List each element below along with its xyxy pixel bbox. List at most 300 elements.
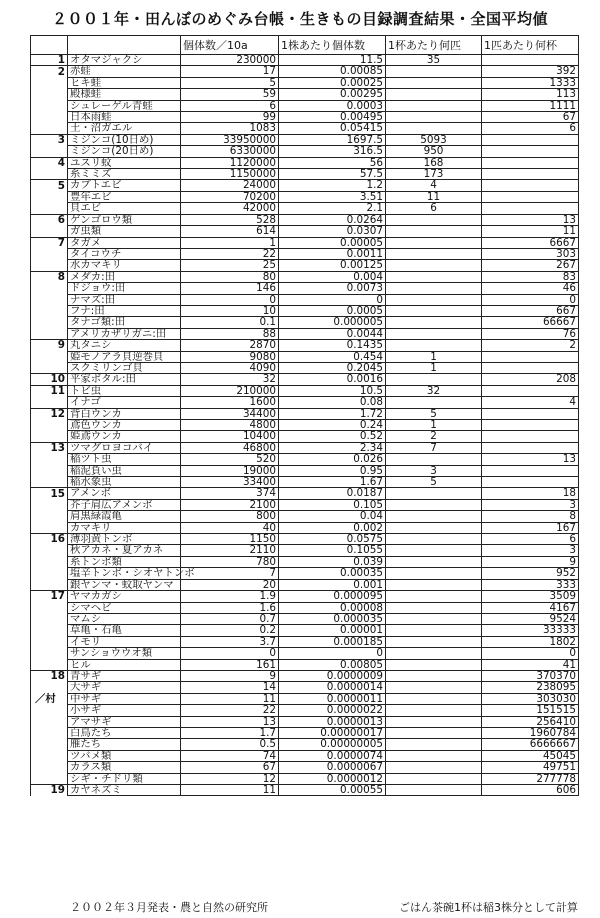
count-per-stock: 0.04 bbox=[279, 511, 386, 522]
count-per-bowl bbox=[386, 762, 482, 773]
table-row bbox=[31, 511, 579, 522]
count-per-bowl bbox=[386, 499, 482, 510]
species-name: 薄羽黄トンボ bbox=[68, 534, 181, 545]
count-per-stock: 0.0000013 bbox=[279, 716, 386, 727]
count-per-10a: 11 bbox=[181, 693, 279, 704]
group-number: 12 bbox=[31, 408, 68, 419]
count-per-bowl bbox=[386, 693, 482, 704]
species-name: ガ虫類 bbox=[68, 226, 181, 237]
table-row bbox=[31, 191, 579, 202]
group-number: 18 bbox=[31, 670, 68, 681]
table-body bbox=[31, 55, 579, 796]
group-number bbox=[31, 77, 68, 88]
table-row bbox=[31, 659, 579, 670]
count-per-bowl bbox=[386, 785, 482, 796]
table-row bbox=[31, 648, 579, 659]
count-per-10a: 40 bbox=[181, 522, 279, 533]
count-per-bowl: 32 bbox=[386, 385, 482, 396]
table-row bbox=[31, 203, 579, 214]
count-per-stock: 0.00055 bbox=[279, 785, 386, 796]
count-per-stock: 0.0000067 bbox=[279, 762, 386, 773]
bowls-per-creature bbox=[482, 431, 579, 442]
count-per-10a: 614 bbox=[181, 226, 279, 237]
bowls-per-creature: 3 bbox=[482, 545, 579, 556]
species-name: 青サギ bbox=[68, 670, 181, 681]
count-per-10a: 230000 bbox=[181, 55, 279, 66]
count-per-bowl bbox=[386, 636, 482, 647]
species-name: 土・沼ガエル bbox=[68, 123, 181, 134]
group-number bbox=[31, 203, 68, 214]
species-name: ヤマカガシ bbox=[68, 591, 181, 602]
species-name: 芥子肩広アメンボ bbox=[68, 499, 181, 510]
group-number bbox=[31, 602, 68, 613]
count-per-stock: 0.004 bbox=[279, 271, 386, 282]
species-name: 小サギ bbox=[68, 705, 181, 716]
calculation-note: ごはん茶碗1杯は稲3株分として計算 bbox=[399, 901, 578, 914]
count-per-10a: 2100 bbox=[181, 499, 279, 510]
species-name: 殿様蛙 bbox=[68, 89, 181, 100]
count-per-10a: 4800 bbox=[181, 420, 279, 431]
group-number bbox=[31, 511, 68, 522]
count-per-bowl bbox=[386, 328, 482, 339]
bowls-per-creature: 6666667 bbox=[482, 739, 579, 750]
count-per-bowl bbox=[386, 773, 482, 784]
count-per-10a: 0.1 bbox=[181, 317, 279, 328]
table-row bbox=[31, 328, 579, 339]
count-per-bowl bbox=[386, 374, 482, 385]
group-number: 15 bbox=[31, 488, 68, 499]
count-per-10a: 11 bbox=[181, 785, 279, 796]
count-per-10a: 6 bbox=[181, 100, 279, 111]
group-number bbox=[31, 397, 68, 408]
count-per-10a: 1083 bbox=[181, 123, 279, 134]
count-per-10a: 59 bbox=[181, 89, 279, 100]
count-per-bowl bbox=[386, 591, 482, 602]
group-number bbox=[31, 191, 68, 202]
species-name: 銀ヤンマ・蚊取ヤンマ bbox=[68, 579, 181, 590]
count-per-10a: 46800 bbox=[181, 442, 279, 453]
count-per-10a: 1.9 bbox=[181, 591, 279, 602]
group-number bbox=[31, 294, 68, 305]
table-row bbox=[31, 670, 579, 681]
count-per-bowl bbox=[386, 77, 482, 88]
count-per-stock: 0.000095 bbox=[279, 591, 386, 602]
bowls-per-creature: 1111 bbox=[482, 100, 579, 111]
bowls-per-creature bbox=[482, 146, 579, 157]
species-name: ヒキ蛙 bbox=[68, 77, 181, 88]
count-per-bowl: 173 bbox=[386, 169, 482, 180]
count-per-stock: 0.0264 bbox=[279, 214, 386, 225]
count-per-bowl bbox=[386, 100, 482, 111]
table-row bbox=[31, 134, 579, 145]
table-row bbox=[31, 397, 579, 408]
count-per-stock: 0.0044 bbox=[279, 328, 386, 339]
species-name: オタマジャクシ bbox=[68, 55, 181, 66]
count-per-stock: 0.00125 bbox=[279, 260, 386, 271]
count-per-stock: 0.95 bbox=[279, 465, 386, 476]
count-per-bowl bbox=[386, 66, 482, 77]
bowls-per-creature: 41 bbox=[482, 659, 579, 670]
count-per-10a: 22 bbox=[181, 248, 279, 259]
table-row bbox=[31, 750, 579, 761]
count-per-10a: 6330000 bbox=[181, 146, 279, 157]
species-name: シマヘビ bbox=[68, 602, 181, 613]
count-per-stock: 0.00495 bbox=[279, 112, 386, 123]
count-per-10a: 2870 bbox=[181, 340, 279, 351]
count-per-stock: 1.72 bbox=[279, 408, 386, 419]
count-per-10a: 12 bbox=[181, 773, 279, 784]
group-number bbox=[31, 420, 68, 431]
bowls-per-creature: 952 bbox=[482, 568, 579, 579]
species-name: 秋アカネ・夏アカネ bbox=[68, 545, 181, 556]
count-per-bowl: 2 bbox=[386, 431, 482, 442]
bowls-per-creature: 238095 bbox=[482, 682, 579, 693]
publication-note: ２００２年３月発表・農と自然の研究所 bbox=[70, 901, 268, 914]
count-per-stock: 0.1055 bbox=[279, 545, 386, 556]
group-number bbox=[31, 305, 68, 316]
group-number bbox=[31, 146, 68, 157]
bowls-per-creature: 4 bbox=[482, 397, 579, 408]
count-per-stock: 0.0575 bbox=[279, 534, 386, 545]
count-per-bowl bbox=[386, 727, 482, 738]
bowls-per-creature: 2 bbox=[482, 340, 579, 351]
species-name: 糸ミミズ bbox=[68, 169, 181, 180]
group-number bbox=[31, 636, 68, 647]
species-name: タガメ bbox=[68, 237, 181, 248]
table-row bbox=[31, 602, 579, 613]
count-per-10a: 99 bbox=[181, 112, 279, 123]
table-row bbox=[31, 591, 579, 602]
table-row bbox=[31, 716, 579, 727]
count-per-stock: 1697.5 bbox=[279, 134, 386, 145]
count-per-10a: 3.7 bbox=[181, 636, 279, 647]
table-row bbox=[31, 431, 579, 442]
bowls-per-creature: 46 bbox=[482, 283, 579, 294]
bowls-per-creature bbox=[482, 134, 579, 145]
species-name: 貝エビ bbox=[68, 203, 181, 214]
count-per-stock: 0.0011 bbox=[279, 248, 386, 259]
species-name: フナ:田 bbox=[68, 305, 181, 316]
per-village-note: ／村 bbox=[35, 692, 56, 705]
count-per-10a: 4090 bbox=[181, 362, 279, 373]
count-per-10a: 0.7 bbox=[181, 613, 279, 624]
bowls-per-creature: 11 bbox=[482, 226, 579, 237]
table-row bbox=[31, 727, 579, 738]
species-name: アメリカザリガニ:田 bbox=[68, 328, 181, 339]
count-per-bowl bbox=[386, 670, 482, 681]
bowls-per-creature: 667 bbox=[482, 305, 579, 316]
count-per-stock: 0.0307 bbox=[279, 226, 386, 237]
count-per-bowl: 35 bbox=[386, 55, 482, 66]
table-row bbox=[31, 77, 579, 88]
table-row bbox=[31, 317, 579, 328]
table-row bbox=[31, 374, 579, 385]
table-row bbox=[31, 283, 579, 294]
count-per-bowl bbox=[386, 260, 482, 271]
bowls-per-creature bbox=[482, 351, 579, 362]
count-per-stock: 0.0000014 bbox=[279, 682, 386, 693]
count-per-stock: 0.0003 bbox=[279, 100, 386, 111]
group-number bbox=[31, 579, 68, 590]
bowls-per-creature: 151515 bbox=[482, 705, 579, 716]
species-name: ミジンコ(10日め) bbox=[68, 134, 181, 145]
group-number bbox=[31, 773, 68, 784]
table-row bbox=[31, 579, 579, 590]
species-name: マムシ bbox=[68, 613, 181, 624]
group-number: 19 bbox=[31, 785, 68, 796]
count-per-stock: 0.00008 bbox=[279, 602, 386, 613]
count-per-bowl: 168 bbox=[386, 157, 482, 168]
species-name: 鳶色ウンカ bbox=[68, 420, 181, 431]
table-row bbox=[31, 693, 579, 704]
bowls-per-creature: 370370 bbox=[482, 670, 579, 681]
species-name: カマキリ bbox=[68, 522, 181, 533]
count-per-10a: 14 bbox=[181, 682, 279, 693]
bowls-per-creature: 1802 bbox=[482, 636, 579, 647]
group-number: 3 bbox=[31, 134, 68, 145]
group-number bbox=[31, 477, 68, 488]
species-name: スクミリンゴ貝 bbox=[68, 362, 181, 373]
count-per-10a: 528 bbox=[181, 214, 279, 225]
count-per-10a: 22 bbox=[181, 705, 279, 716]
bowls-per-creature: 267 bbox=[482, 260, 579, 271]
group-number bbox=[31, 465, 68, 476]
group-number bbox=[31, 351, 68, 362]
bowls-per-creature: 392 bbox=[482, 66, 579, 77]
header-count-per-10a: 個体数／10a bbox=[181, 36, 279, 55]
count-per-stock: 0.00000017 bbox=[279, 727, 386, 738]
bowls-per-creature: 13 bbox=[482, 454, 579, 465]
bowls-per-creature bbox=[482, 169, 579, 180]
count-per-bowl bbox=[386, 294, 482, 305]
count-per-10a: 33950000 bbox=[181, 134, 279, 145]
count-per-10a: 70200 bbox=[181, 191, 279, 202]
group-number bbox=[31, 716, 68, 727]
count-per-bowl bbox=[386, 534, 482, 545]
table-row bbox=[31, 522, 579, 533]
count-per-stock: 0.1435 bbox=[279, 340, 386, 351]
group-number bbox=[31, 613, 68, 624]
bowls-per-creature: 1960784 bbox=[482, 727, 579, 738]
table-row bbox=[31, 442, 579, 453]
count-per-bowl: 3 bbox=[386, 465, 482, 476]
species-name: 中サギ bbox=[68, 693, 181, 704]
table-row bbox=[31, 237, 579, 248]
count-per-10a: 1.6 bbox=[181, 602, 279, 613]
species-name: ツマグロヨコバイ bbox=[68, 442, 181, 453]
species-name: トビ虫 bbox=[68, 385, 181, 396]
count-per-bowl bbox=[386, 237, 482, 248]
bowls-per-creature: 66667 bbox=[482, 317, 579, 328]
table-row bbox=[31, 785, 579, 796]
table-row bbox=[31, 408, 579, 419]
bowls-per-creature: 18 bbox=[482, 488, 579, 499]
count-per-bowl: 7 bbox=[386, 442, 482, 453]
group-number bbox=[31, 169, 68, 180]
table-row bbox=[31, 294, 579, 305]
bowls-per-creature bbox=[482, 442, 579, 453]
bowls-per-creature: 76 bbox=[482, 328, 579, 339]
table-row bbox=[31, 169, 579, 180]
table-row bbox=[31, 545, 579, 556]
count-per-bowl bbox=[386, 613, 482, 624]
species-name: ゲンゴロウ類 bbox=[68, 214, 181, 225]
count-per-stock: 0.002 bbox=[279, 522, 386, 533]
group-number bbox=[31, 682, 68, 693]
group-number bbox=[31, 226, 68, 237]
count-per-bowl bbox=[386, 568, 482, 579]
table-row bbox=[31, 488, 579, 499]
count-per-stock: 0.00000005 bbox=[279, 739, 386, 750]
header-name-cell bbox=[68, 36, 181, 55]
group-number bbox=[31, 750, 68, 761]
count-per-bowl bbox=[386, 488, 482, 499]
bowls-per-creature: 83 bbox=[482, 271, 579, 282]
count-per-10a: 800 bbox=[181, 511, 279, 522]
species-name: ドジョウ:田 bbox=[68, 283, 181, 294]
group-number bbox=[31, 454, 68, 465]
group-number bbox=[31, 248, 68, 259]
count-per-stock: 0 bbox=[279, 648, 386, 659]
group-number: 8 bbox=[31, 271, 68, 282]
table-row bbox=[31, 465, 579, 476]
table-row bbox=[31, 351, 579, 362]
species-name: 肩黒緑霞亀 bbox=[68, 511, 181, 522]
group-number: 5 bbox=[31, 180, 68, 191]
group-number: 9 bbox=[31, 340, 68, 351]
species-name: ナマズ:田 bbox=[68, 294, 181, 305]
group-number bbox=[31, 762, 68, 773]
count-per-bowl bbox=[386, 522, 482, 533]
group-number bbox=[31, 100, 68, 111]
count-per-10a: 24000 bbox=[181, 180, 279, 191]
bowls-per-creature bbox=[482, 203, 579, 214]
group-number: 17 bbox=[31, 591, 68, 602]
group-number bbox=[31, 625, 68, 636]
table-row bbox=[31, 568, 579, 579]
page-title: ２００１年・田んぼのめぐみ台帳・生きもの目録調査結果・全国平均値 bbox=[51, 10, 548, 28]
species-name: 稲水象虫 bbox=[68, 477, 181, 488]
species-name: 背白ウンカ bbox=[68, 408, 181, 419]
group-number: 6 bbox=[31, 214, 68, 225]
group-number bbox=[31, 568, 68, 579]
count-per-bowl: 1 bbox=[386, 351, 482, 362]
count-per-bowl: 1 bbox=[386, 420, 482, 431]
table-row bbox=[31, 100, 579, 111]
count-per-stock: 2.1 bbox=[279, 203, 386, 214]
group-number bbox=[31, 545, 68, 556]
bowls-per-creature: 3509 bbox=[482, 591, 579, 602]
count-per-bowl bbox=[386, 648, 482, 659]
count-per-bowl bbox=[386, 397, 482, 408]
header-group-cell bbox=[31, 36, 68, 55]
count-per-bowl bbox=[386, 248, 482, 259]
count-per-10a: 146 bbox=[181, 283, 279, 294]
bowls-per-creature: 9524 bbox=[482, 613, 579, 624]
bowls-per-creature bbox=[482, 420, 579, 431]
count-per-bowl: 6 bbox=[386, 203, 482, 214]
species-name: アメンボ bbox=[68, 488, 181, 499]
count-per-bowl bbox=[386, 305, 482, 316]
group-number bbox=[31, 693, 68, 704]
table-row bbox=[31, 66, 579, 77]
count-per-10a: 32 bbox=[181, 374, 279, 385]
group-number: 16 bbox=[31, 534, 68, 545]
group-number bbox=[31, 522, 68, 533]
species-name: サンショウウオ類 bbox=[68, 648, 181, 659]
table-row bbox=[31, 762, 579, 773]
count-per-stock: 0.0000009 bbox=[279, 670, 386, 681]
count-per-10a: 210000 bbox=[181, 385, 279, 396]
species-name: ミジンコ(20日め) bbox=[68, 146, 181, 157]
count-per-stock: 0.0016 bbox=[279, 374, 386, 385]
count-per-10a: 9 bbox=[181, 670, 279, 681]
bowls-per-creature bbox=[482, 180, 579, 191]
count-per-10a: 25 bbox=[181, 260, 279, 271]
count-per-10a: 17 bbox=[181, 66, 279, 77]
count-per-stock: 0.00025 bbox=[279, 77, 386, 88]
species-name: 稲ツト虫 bbox=[68, 454, 181, 465]
count-per-bowl bbox=[386, 89, 482, 100]
species-name: 大サギ bbox=[68, 682, 181, 693]
header-per-stock: 1株あたり個体数 bbox=[279, 36, 386, 55]
count-per-10a: 20 bbox=[181, 579, 279, 590]
species-name: 姫鳶ウンカ bbox=[68, 431, 181, 442]
count-per-stock: 0.105 bbox=[279, 499, 386, 510]
group-number: 1 bbox=[31, 55, 68, 66]
group-number bbox=[31, 362, 68, 373]
species-name: 丸タニシ bbox=[68, 340, 181, 351]
count-per-10a: 1600 bbox=[181, 397, 279, 408]
header-per-bowl: 1杯あたり何匹 bbox=[386, 36, 482, 55]
species-name: カブトエビ bbox=[68, 180, 181, 191]
count-per-10a: 374 bbox=[181, 488, 279, 499]
bowls-per-creature bbox=[482, 191, 579, 202]
count-per-bowl bbox=[386, 602, 482, 613]
count-per-10a: 80 bbox=[181, 271, 279, 282]
count-per-bowl bbox=[386, 123, 482, 134]
count-per-stock: 0.000005 bbox=[279, 317, 386, 328]
species-name: カラス類 bbox=[68, 762, 181, 773]
species-name: ユスリ蚊 bbox=[68, 157, 181, 168]
species-name: アマサギ bbox=[68, 716, 181, 727]
count-per-10a: 88 bbox=[181, 328, 279, 339]
table-row bbox=[31, 271, 579, 282]
species-name: 水カマキリ bbox=[68, 260, 181, 271]
count-per-stock: 0.026 bbox=[279, 454, 386, 465]
table-row bbox=[31, 55, 579, 66]
group-number bbox=[31, 499, 68, 510]
bowls-per-creature: 8 bbox=[482, 511, 579, 522]
table-row bbox=[31, 385, 579, 396]
group-number bbox=[31, 112, 68, 123]
table-row bbox=[31, 260, 579, 271]
count-per-10a: 34400 bbox=[181, 408, 279, 419]
bowls-per-creature: 6 bbox=[482, 534, 579, 545]
count-per-10a: 74 bbox=[181, 750, 279, 761]
count-per-bowl: 4 bbox=[386, 180, 482, 191]
species-name: 稲泥負い虫 bbox=[68, 465, 181, 476]
table-row bbox=[31, 773, 579, 784]
count-per-bowl bbox=[386, 545, 482, 556]
count-per-bowl bbox=[386, 112, 482, 123]
count-per-10a: 0 bbox=[181, 648, 279, 659]
count-per-stock: 0.0000074 bbox=[279, 750, 386, 761]
table-row bbox=[31, 180, 579, 191]
count-per-bowl bbox=[386, 625, 482, 636]
bowls-per-creature: 67 bbox=[482, 112, 579, 123]
table-row bbox=[31, 625, 579, 636]
